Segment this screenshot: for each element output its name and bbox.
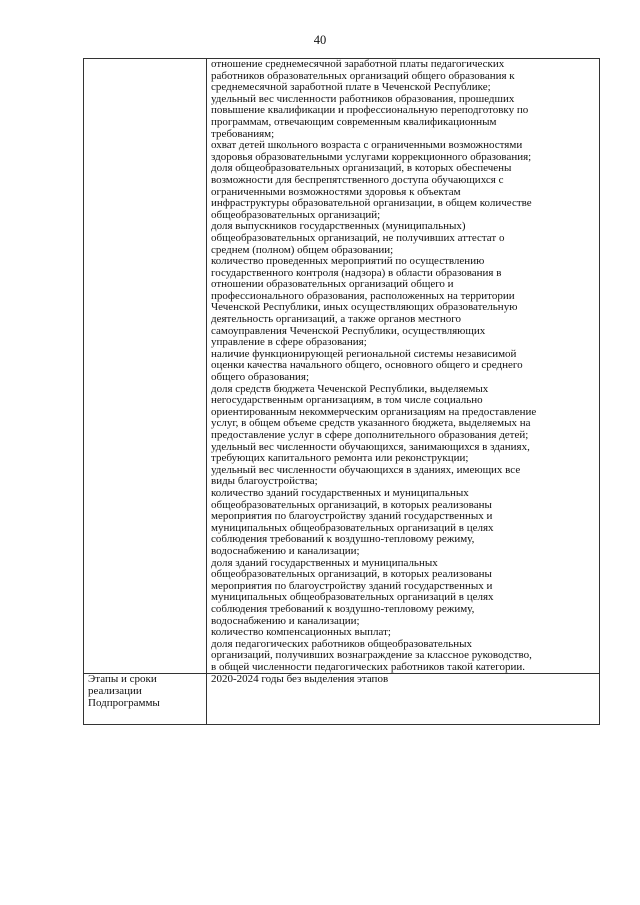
indicator-text-line: негосударственным организациям, в том числе социально — [211, 394, 483, 407]
indicator-text-line: удельный вес численности обучающихся в зданиях, имеющих все — [211, 463, 521, 476]
indicator-text-line: профессионального образования, расположенных на территории — [211, 289, 515, 302]
indicator-text-line: повышение квалификации и профессиональную переподготовку по — [211, 104, 529, 117]
indicator-text-line: доля выпускников государственных (муниципальных) — [211, 220, 466, 233]
indicator-text-line: мероприятия по благоустройству зданий государственных и — [211, 510, 493, 523]
indicator-text-line: виды благоустройства; — [211, 475, 318, 488]
indicator-text-line: общеобразовательных организаций; — [211, 208, 381, 221]
table-row-indicators — [84, 59, 600, 674]
indicator-text-line: водоснабжению и канализации; — [211, 614, 360, 627]
indicator-text-line: водоснабжению и канализации; — [211, 544, 360, 557]
indicator-text-line: доля зданий государственных и муниципальных — [211, 556, 438, 569]
indicator-text-line: возможности для беспрепятственного доступа обучающихся с — [211, 173, 504, 186]
indicator-text-line: предоставление услуг в сфере дополнительного образования детей; — [211, 429, 529, 441]
indicator-text-line: количество проведенных мероприятий по осуществлению — [211, 255, 485, 268]
indicator-text-line: мероприятия по благоустройству зданий государственных и — [211, 579, 493, 592]
stages-label-line: Этапы и сроки — [88, 673, 157, 686]
indicator-text-line: отношение среднемесячной заработной платы педагогических — [211, 58, 505, 70]
indicator-text-line: инфраструктуры образовательной организации, в общем количестве — [211, 197, 532, 210]
indicator-text-line: в общей численности педагогических работников такой категории. — [211, 660, 525, 673]
indicator-text-line: ограниченными возможностями здоровья к объектам — [211, 185, 461, 198]
indicator-text-line: управление в сфере образования; — [211, 336, 367, 349]
indicator-text-line: самоуправления Чеченской Республики, осуществляющих — [211, 324, 486, 337]
indicator-text-line: среднемесячной заработной плате в Чеченской Республике; — [211, 81, 491, 94]
indicator-text-line: общеобразовательных организаций, в которых реализованы — [211, 498, 492, 511]
indicator-text-line: требованиям; — [211, 127, 275, 140]
indicators-value-cell — [207, 59, 600, 674]
indicator-text-line: оценки качества начального общего, основного общего и среднего — [211, 359, 523, 372]
subprogram-passport-table — [83, 58, 600, 725]
table-row-stages — [84, 674, 600, 725]
indicator-text-line: требующих капитального ремонта или реконструкции; — [211, 452, 469, 465]
indicator-text-line: общеобразовательных организаций, в которых реализованы — [211, 568, 492, 581]
indicator-text-line: среднем (полном) общем образовании; — [211, 243, 394, 256]
indicator-text-line: государственного контроля (надзора) в области образования в — [211, 266, 502, 279]
indicator-text-line: количество зданий государственных и муниципальных — [211, 486, 469, 499]
indicator-text-line: муниципальных общеобразовательных организаций в целях — [211, 591, 494, 604]
indicator-text-line: программам, отвечающим современным квалификационным — [211, 115, 497, 128]
indicator-text-line: удельный вес численности работников образования, прошедших — [211, 92, 515, 105]
stages-label-cell — [84, 674, 207, 725]
indicator-text-line: Чеченской Республики, иных осуществляющих образовательную — [211, 301, 518, 314]
indicator-text-line: организаций, получивших вознаграждение за классное руководство, — [211, 649, 532, 662]
indicator-text-line: ориентированным некоммерческим организациям на предоставление — [211, 405, 537, 418]
indicator-text-line: отношении образовательных организаций общего и — [211, 278, 454, 291]
stages-label-line: Подпрограммы — [88, 696, 160, 709]
indicators-label-cell — [84, 59, 207, 674]
indicator-text-line: соблюдения требований к воздушно-тепловому режиму, — [211, 533, 475, 546]
indicator-text-line: общеобразовательных организаций, не получивших аттестат о — [211, 231, 505, 244]
page-number: 40 — [313, 33, 327, 47]
indicator-text-line: общего образования; — [211, 371, 310, 384]
indicator-text-line: доля общеобразовательных организаций, в которых обеспечены — [211, 162, 512, 175]
stages-value-cell: 2020-2024 годы без выделения этапов — [207, 674, 600, 725]
indicator-text-line: соблюдения требований к воздушно-тепловому режиму, — [211, 602, 475, 615]
indicator-text-line: наличие функционирующей региональной системы независимой — [211, 347, 517, 360]
indicator-text-line: услуг, в общем объеме средств указанного бюджета, выделяемых на — [211, 417, 531, 430]
indicator-text-line: удельный вес численности обучающихся, занимающихся в зданиях, — [211, 440, 530, 453]
indicator-text-line: количество компенсационных выплат; — [211, 626, 391, 639]
stages-label-line: реализации — [88, 685, 142, 698]
indicator-text-line: работников образовательных организаций общего образования к — [211, 69, 515, 82]
indicator-text-line: деятельность организаций, а также органов местного — [211, 313, 461, 326]
indicator-text-line: охват детей школьного возраста с ограниченными возможностями — [211, 139, 523, 152]
indicator-text-line: доля средств бюджета Чеченской Республики, выделяемых — [211, 382, 489, 395]
indicator-text-line: доля педагогических работников общеобразовательных — [211, 637, 473, 650]
indicator-text-line: здоровья образовательными услугами коррекционного образования; — [211, 150, 532, 163]
indicator-text-line: муниципальных общеобразовательных организаций в целях — [211, 521, 494, 534]
